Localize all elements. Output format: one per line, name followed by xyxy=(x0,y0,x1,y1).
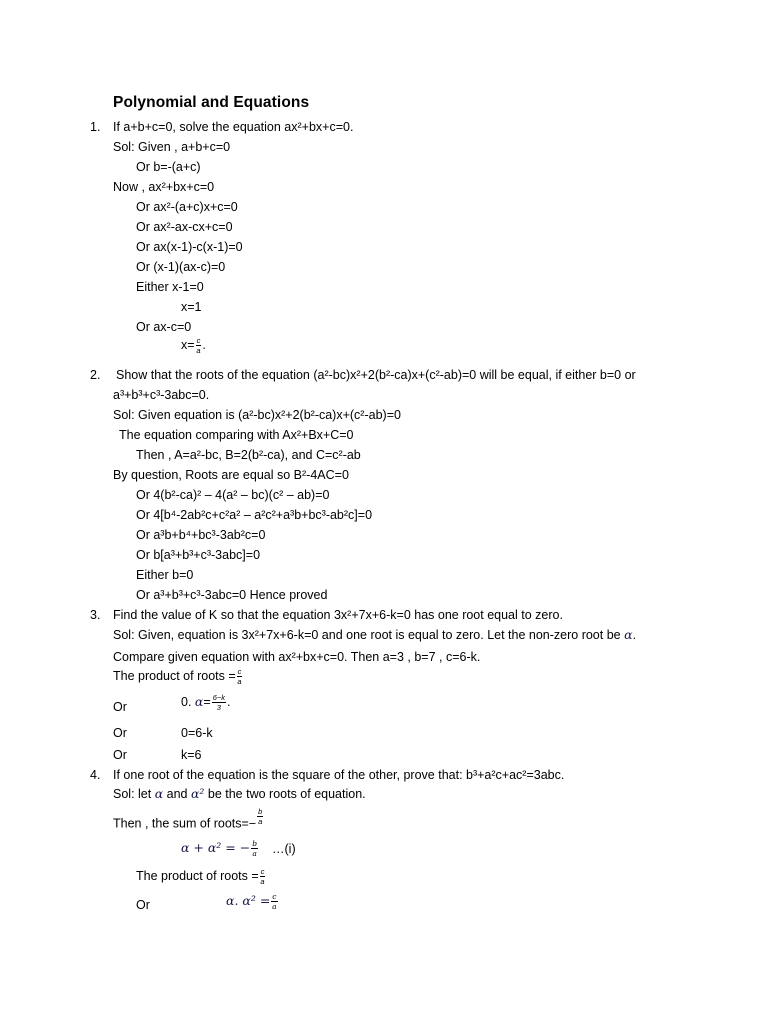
q3-line: Sol: Given, equation is 3x²+7x+6-k=0 and one root is equal to zero. Let the non-zero root be α. xyxy=(113,627,637,642)
q2-number: 2. xyxy=(90,368,101,382)
q3-line: k=6 xyxy=(181,748,202,762)
q3-or: Or xyxy=(113,748,127,762)
q4-equation-tag: …(i) xyxy=(272,842,296,856)
page-title: Polynomial and Equations xyxy=(113,94,310,111)
q1-line: x=1 xyxy=(181,300,202,314)
q4-line-fraction: Then , the sum of roots=− $\frac{b}{a}$ xyxy=(113,807,263,831)
q2-line: Or a³b+b⁴+bc³-3ab²c=0 xyxy=(136,528,266,542)
q4-question: If one root of the equation is the square of the other, prove that: b³+a²c+ac²=3abc. xyxy=(113,768,565,782)
q1-number: 1. xyxy=(90,120,101,134)
q1-line: Now , ax²+bx+c=0 xyxy=(113,180,215,194)
q1-line: Or ax-c=0 xyxy=(136,320,192,334)
q2-question-cont: a³+b³+c³-3abc=0. xyxy=(113,388,210,402)
q3-line-fraction: The product of roots = $\frac{c}{a}$ xyxy=(113,667,242,686)
q3-line: 0=6-k xyxy=(181,726,213,740)
q3-question: Find the value of K so that the equation 3x²+7x+6-k=0 has one root equal to zero. xyxy=(113,608,563,622)
q1-line: Either x-1=0 xyxy=(136,280,204,294)
q2-question: Show that the roots of the equation (a²-bc)x²+2(b²-ca)x+(c²-ab)=0 will be equal, if either b=0 or xyxy=(116,368,636,382)
q4-line-fraction: The product of roots = $\frac{c}{a}$ xyxy=(136,867,265,886)
q2-line: Either b=0 xyxy=(136,568,194,582)
q3-line: Compare given equation with ax²+bx+c=0. Then a=3 , b=7 , c=6-k. xyxy=(113,650,481,664)
q1-line: Or b=-(a+c) xyxy=(136,160,201,174)
q2-line: Or 4[b⁴-2ab²c+c²a² – a²c²+a³b+bc³-ab²c]=0 xyxy=(136,508,373,522)
q4-number: 4. xyxy=(90,768,101,782)
q2-line: Sol: Given equation is (a²-bc)x²+2(b²-ca)x+(c²-ab)=0 xyxy=(113,408,401,422)
q2-line: Or 4(b²-ca)² – 4(a² – bc)(c² – ab)=0 xyxy=(136,488,330,502)
q1-line-fraction: x= $\frac{c}{a}$ . xyxy=(181,336,206,355)
q1-line: Or (x-1)(ax-c)=0 xyxy=(136,260,226,274)
q1-question: If a+b+c=0, solve the equation ax²+bx+c=0. xyxy=(113,120,354,134)
q3-number: 3. xyxy=(90,608,101,622)
q3-or: Or xyxy=(113,726,127,740)
q4-or: Or xyxy=(136,898,150,912)
q1-line: Or ax(x-1)-c(x-1)=0 xyxy=(136,240,243,254)
q4-equation-i: α + α² = − $\frac{b}{a}$ xyxy=(181,839,258,858)
q2-line: Or a³+b³+c³-3abc=0 Hence proved xyxy=(136,588,328,602)
q4-product-equation: α. α² = $\frac{c}{a}$ xyxy=(226,892,277,911)
q3-or: Or xyxy=(113,700,127,714)
q2-line: Then , A=a²-bc, B=2(b²-ca), and C=c²-ab xyxy=(136,448,361,462)
q2-line: Or b[a³+b³+c³-3abc]=0 xyxy=(136,548,261,562)
q2-line: By question, Roots are equal so B²-4AC=0 xyxy=(113,468,349,482)
q1-line: Sol: Given , a+b+c=0 xyxy=(113,140,231,154)
q2-line: The equation comparing with Ax²+Bx+C=0 xyxy=(119,428,354,442)
q1-line: Or ax²-ax-cx+c=0 xyxy=(136,220,233,234)
q3-line-fraction: 0. α= $\frac{6-k}{3}$ . xyxy=(181,693,231,712)
q1-line: Or ax²-(a+c)x+c=0 xyxy=(136,200,238,214)
q4-line: Sol: let α and α² be the two roots of equation. xyxy=(113,786,366,801)
